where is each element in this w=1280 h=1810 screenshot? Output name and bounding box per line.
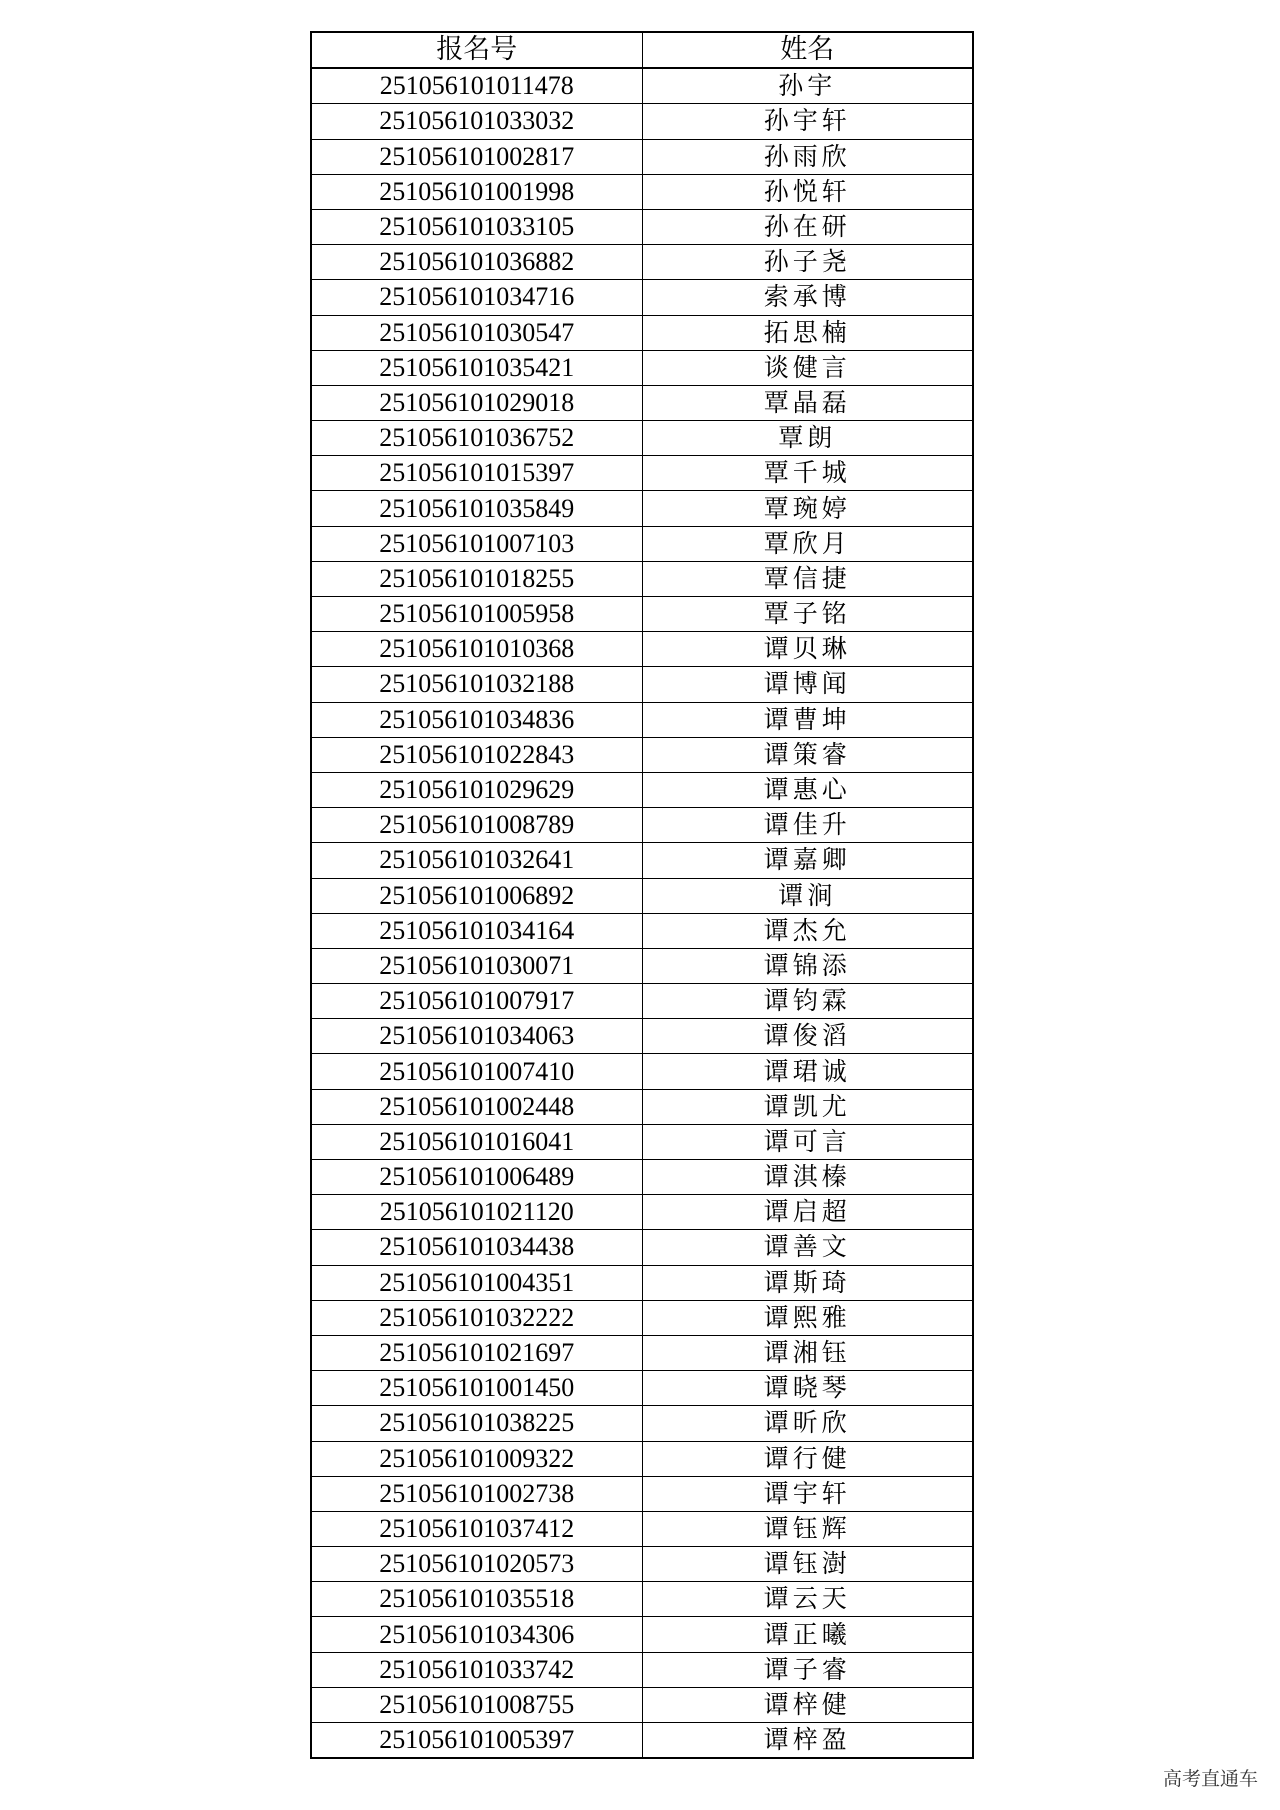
name-cell: 谭宇轩 — [642, 1476, 973, 1511]
registration-number-cell: 251056101006489 — [311, 1160, 642, 1195]
table-row — [311, 737, 973, 772]
registration-number-cell: 251056101033742 — [311, 1652, 642, 1687]
registration-number-cell: 251056101036752 — [311, 421, 642, 456]
registration-number-cell: 251056101035421 — [311, 350, 642, 385]
table-row — [311, 1476, 973, 1511]
table-row — [311, 526, 973, 561]
registration-number-cell: 251056101032222 — [311, 1300, 642, 1335]
table-row — [311, 1124, 973, 1159]
table-row — [311, 1195, 973, 1230]
table-row — [311, 597, 973, 632]
table-row — [311, 561, 973, 596]
name-cell: 孙宇 — [642, 68, 973, 104]
name-cell: 谭湘钰 — [642, 1335, 973, 1370]
registration-number-cell: 251056101034063 — [311, 1019, 642, 1054]
registration-number-cell: 251056101032641 — [311, 843, 642, 878]
table-row — [311, 1617, 973, 1652]
table-row — [311, 104, 973, 139]
registration-number-cell: 251056101002817 — [311, 139, 642, 174]
table-row — [311, 139, 973, 174]
name-cell: 谭嘉卿 — [642, 843, 973, 878]
registration-number-cell: 251056101020573 — [311, 1547, 642, 1582]
name-cell: 谭涧 — [642, 878, 973, 913]
registration-number-cell: 251056101029018 — [311, 385, 642, 420]
registration-number-cell: 251056101007917 — [311, 984, 642, 1019]
name-cell: 谭行健 — [642, 1441, 973, 1476]
name-cell: 谭晓琴 — [642, 1371, 973, 1406]
registration-number-cell: 251056101030547 — [311, 315, 642, 350]
table-row — [311, 1582, 973, 1617]
name-cell: 谭可言 — [642, 1124, 973, 1159]
registration-number-cell: 251056101036882 — [311, 245, 642, 280]
registration-number-cell: 251056101008789 — [311, 808, 642, 843]
name-cell: 谭贝琳 — [642, 632, 973, 667]
table-row — [311, 1723, 973, 1759]
registration-number-cell: 251056101029629 — [311, 772, 642, 807]
table-row — [311, 1441, 973, 1476]
table-row — [311, 667, 973, 702]
registration-number-cell: 251056101016041 — [311, 1124, 642, 1159]
name-cell: 谭善文 — [642, 1230, 973, 1265]
table-row — [311, 1019, 973, 1054]
name-cell: 谈健言 — [642, 350, 973, 385]
registration-number-cell: 251056101030071 — [311, 948, 642, 983]
name-cell: 谭锦添 — [642, 948, 973, 983]
table-row — [311, 632, 973, 667]
name-cell: 谭梓健 — [642, 1687, 973, 1722]
registration-number-cell: 251056101037412 — [311, 1511, 642, 1546]
name-cell: 谭梓盈 — [642, 1723, 973, 1759]
name-cell: 谭正曦 — [642, 1617, 973, 1652]
name-cell: 覃千城 — [642, 456, 973, 491]
table-row — [311, 808, 973, 843]
registration-number-cell: 251056101022843 — [311, 737, 642, 772]
name-cell: 谭熙雅 — [642, 1300, 973, 1335]
registration-number-cell: 251056101035849 — [311, 491, 642, 526]
table-row — [311, 174, 973, 209]
table-row — [311, 1089, 973, 1124]
registration-number-cell: 251056101009322 — [311, 1441, 642, 1476]
table-row — [311, 421, 973, 456]
name-cell: 索承博 — [642, 280, 973, 315]
table-row — [311, 68, 973, 104]
table-row — [311, 1265, 973, 1300]
table-row — [311, 209, 973, 244]
registration-number-cell: 251056101034438 — [311, 1230, 642, 1265]
name-cell: 孙雨欣 — [642, 139, 973, 174]
registration-number-cell: 251056101033105 — [311, 209, 642, 244]
registration-number-cell: 251056101021120 — [311, 1195, 642, 1230]
name-cell: 谭钰辉 — [642, 1511, 973, 1546]
name-cell: 孙子尧 — [642, 245, 973, 280]
table-row — [311, 1406, 973, 1441]
registration-number-cell: 251056101002738 — [311, 1476, 642, 1511]
table-row — [311, 878, 973, 913]
registration-number-cell: 251056101034306 — [311, 1617, 642, 1652]
registration-number-cell: 251056101011478 — [311, 68, 642, 104]
roster-table — [310, 31, 974, 1759]
name-cell: 谭启超 — [642, 1195, 973, 1230]
watermark-text: 高考直通车 — [1162, 1768, 1258, 1790]
name-cell: 覃晶磊 — [642, 385, 973, 420]
table-row — [311, 1652, 973, 1687]
table-row — [311, 385, 973, 420]
name-cell: 谭钰澍 — [642, 1547, 973, 1582]
name-cell: 谭云天 — [642, 1582, 973, 1617]
column-header-name: 姓名 — [642, 32, 973, 68]
table-row — [311, 772, 973, 807]
name-cell: 孙宇轩 — [642, 104, 973, 139]
table-row — [311, 1687, 973, 1722]
registration-number-cell: 251056101001450 — [311, 1371, 642, 1406]
table-row — [311, 491, 973, 526]
name-cell: 谭杰允 — [642, 913, 973, 948]
registration-number-cell: 251056101034716 — [311, 280, 642, 315]
name-cell: 谭佳升 — [642, 808, 973, 843]
table-row — [311, 315, 973, 350]
registration-number-cell: 251056101021697 — [311, 1335, 642, 1370]
registration-number-cell: 251056101006892 — [311, 878, 642, 913]
registration-number-cell: 251056101034836 — [311, 702, 642, 737]
registration-number-cell: 251056101007103 — [311, 526, 642, 561]
table-row — [311, 1054, 973, 1089]
table-row — [311, 1300, 973, 1335]
name-cell: 覃信捷 — [642, 561, 973, 596]
name-cell: 孙在研 — [642, 209, 973, 244]
table-row — [311, 984, 973, 1019]
table-row — [311, 702, 973, 737]
name-cell: 谭惠心 — [642, 772, 973, 807]
name-cell: 谭凯尤 — [642, 1089, 973, 1124]
name-cell: 谭子睿 — [642, 1652, 973, 1687]
name-cell: 谭博闻 — [642, 667, 973, 702]
table-row — [311, 350, 973, 385]
table-header-row — [311, 32, 973, 68]
table-row — [311, 456, 973, 491]
registration-number-cell: 251056101005397 — [311, 1723, 642, 1759]
name-cell: 谭斯琦 — [642, 1265, 973, 1300]
table-row — [311, 1230, 973, 1265]
name-cell: 谭曹坤 — [642, 702, 973, 737]
table-row — [311, 1371, 973, 1406]
registration-number-cell: 251056101033032 — [311, 104, 642, 139]
registration-number-cell: 251056101001998 — [311, 174, 642, 209]
registration-number-cell: 251056101002448 — [311, 1089, 642, 1124]
table-row — [311, 913, 973, 948]
name-cell: 覃子铭 — [642, 597, 973, 632]
registration-number-cell: 251056101007410 — [311, 1054, 642, 1089]
registration-number-cell: 251056101034164 — [311, 913, 642, 948]
registration-number-cell: 251056101038225 — [311, 1406, 642, 1441]
registration-number-cell: 251056101010368 — [311, 632, 642, 667]
column-header-registration-number: 报名号 — [311, 32, 642, 68]
registration-number-cell: 251056101035518 — [311, 1582, 642, 1617]
table-row — [311, 280, 973, 315]
name-cell: 覃朗 — [642, 421, 973, 456]
table-row — [311, 245, 973, 280]
name-cell: 覃欣月 — [642, 526, 973, 561]
registration-number-cell: 251056101005958 — [311, 597, 642, 632]
table-row — [311, 843, 973, 878]
table-row — [311, 1547, 973, 1582]
name-cell: 拓思楠 — [642, 315, 973, 350]
registration-number-cell: 251056101018255 — [311, 561, 642, 596]
name-cell: 孙悦轩 — [642, 174, 973, 209]
registration-number-cell: 251056101008755 — [311, 1687, 642, 1722]
registration-number-cell: 251056101015397 — [311, 456, 642, 491]
table-row — [311, 948, 973, 983]
table-body — [311, 68, 973, 1758]
registration-number-cell: 251056101032188 — [311, 667, 642, 702]
registration-number-cell: 251056101004351 — [311, 1265, 642, 1300]
name-cell: 谭钧霖 — [642, 984, 973, 1019]
name-cell: 谭俊滔 — [642, 1019, 973, 1054]
name-cell: 谭昕欣 — [642, 1406, 973, 1441]
name-cell: 覃琬婷 — [642, 491, 973, 526]
name-cell: 谭珺诚 — [642, 1054, 973, 1089]
table-row — [311, 1511, 973, 1546]
name-cell: 谭策睿 — [642, 737, 973, 772]
table-row — [311, 1160, 973, 1195]
name-cell: 谭淇榛 — [642, 1160, 973, 1195]
table-row — [311, 1335, 973, 1370]
